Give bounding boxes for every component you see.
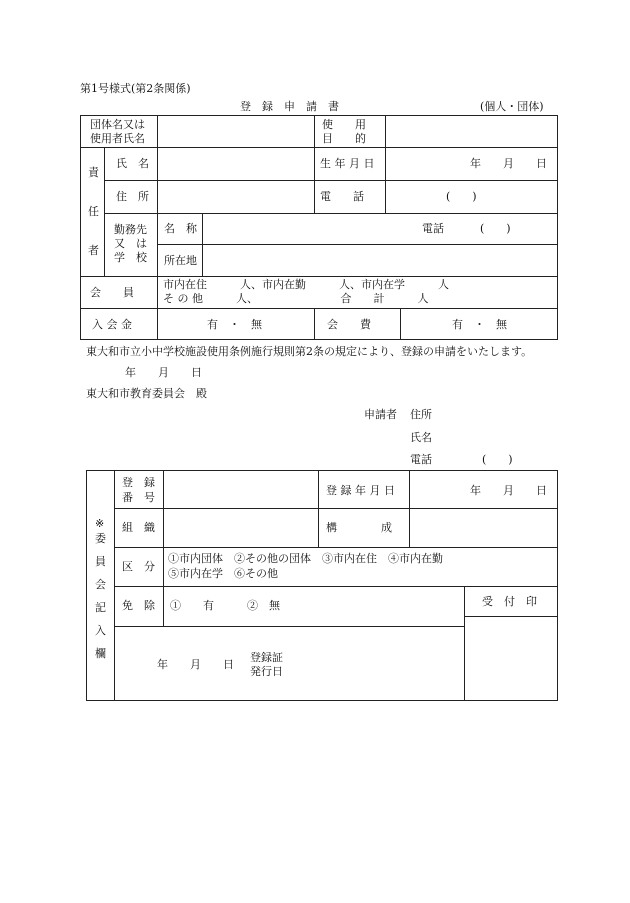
issue-date-field[interactable]: 年 月 日 [157,658,234,671]
purpose-label: 使 用 [322,118,366,131]
receipt-stamp-label: 受 付 印 [482,595,537,608]
org-label: 組 織 [122,521,155,534]
receipt-stamp-area[interactable] [465,617,557,700]
members-line-2[interactable]: そ の 他 人、 合 計 人 [163,292,429,305]
phone-field[interactable]: ( ) [446,190,477,203]
applicant-phone-label: 電話 [410,453,432,466]
group-name-label: 団体名又は [90,118,145,131]
exemption-label: 免 除 [122,599,155,612]
responsible-char-3: 者 [88,244,99,257]
category-label: 区 分 [122,560,155,573]
category-options-2[interactable]: ⑤市内在学 ⑥その他 [168,567,278,580]
phone-label: 電 話 [320,190,364,203]
committee-char-2: 委 [95,532,106,545]
org-field[interactable] [164,509,317,546]
name-label: 氏 名 [116,157,149,170]
birth-label: 生 年 月 日 [320,157,375,170]
declaration-text: 東大和市立小中学校施設使用条例施行規則第2条の規定により、登録の申請をいたします。 [86,345,533,358]
address-label: 住 所 [116,190,149,203]
applicant-name-label: 氏名 [410,431,432,444]
committee-char-4: 会 [95,578,106,591]
reg-date-field[interactable]: 年 月 日 [470,484,547,497]
committee-char-3: 員 [95,555,106,568]
committee-char-1: ※ [95,517,105,530]
entry-fee-value[interactable]: 有 ・ 無 [207,318,262,331]
applicant-address-label: 住所 [410,408,432,421]
members-line-1[interactable]: 市内在住 人、市内在勤 人、市内在学 人 [163,278,449,291]
workplace-label: 勤務先 [114,223,147,236]
exemption-options[interactable]: ① 有 ② 無 [170,599,280,612]
committee-char-5: 記 [95,601,106,614]
applicant-label: 申請者 [364,408,397,421]
workplace-location-label: 所在地 [164,254,197,267]
entry-fee-label: 入 会 金 [92,318,132,331]
birth-field[interactable]: 年 月 日 [470,157,547,170]
reg-date-label: 登 録 年 月 日 [326,484,395,497]
purpose-field[interactable] [386,116,557,146]
reg-no-field[interactable] [164,471,317,507]
fee-value[interactable]: 有 ・ 無 [452,318,507,331]
committee-char-7: 欄 [95,647,106,660]
purpose-label-2: 目 的 [322,132,366,145]
application-date[interactable]: 年 月 日 [125,366,202,379]
address-field[interactable] [158,181,313,212]
applicant-phone-field[interactable]: ( ) [482,453,513,466]
form-type: (個人・団体) [480,100,544,113]
reg-no-label-2: 番 号 [122,491,155,504]
responsible-char-1: 責 [88,166,99,179]
group-name-field[interactable] [158,116,313,146]
workplace-phone-label: 電話 [422,222,444,235]
workplace-name-label: 名 称 [164,222,197,235]
cert-issue-label-2: 発行日 [250,665,283,678]
committee-char-6: 入 [95,624,106,637]
name-field[interactable] [158,148,313,179]
category-options-1[interactable]: ①市内団体 ②その他の団体 ③市内在住 ④市内在勤 [168,552,443,565]
responsible-char-2: 任 [88,205,99,218]
cert-issue-label: 登録証 [250,651,283,664]
members-label: 会 員 [90,286,134,299]
addressee: 東大和市教育委員会 殿 [86,387,207,400]
fee-label: 会 費 [327,318,371,331]
workplace-label-2: 又 は [114,237,147,250]
composition-field[interactable] [410,509,557,546]
form-title: 登 録 申 請 書 [240,100,339,113]
form-number: 第1号様式(第2条関係) [80,82,191,95]
workplace-label-3: 学 校 [114,251,147,264]
workplace-phone-field[interactable]: ( ) [480,222,511,235]
workplace-location-field[interactable] [203,245,557,275]
reg-no-label: 登 録 [122,476,155,489]
group-name-label-2: 使用者氏名 [90,132,145,145]
composition-label: 構 成 [326,521,392,534]
